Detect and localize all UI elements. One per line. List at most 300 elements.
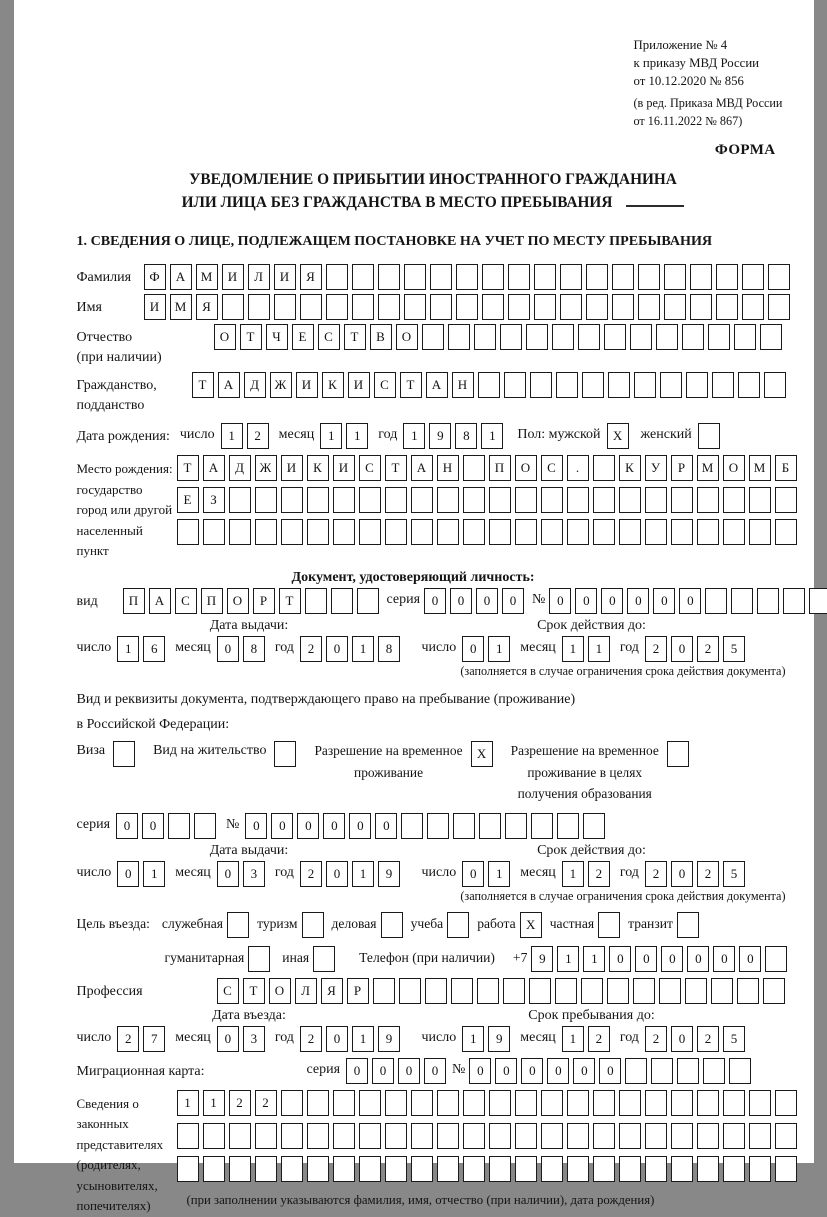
form-cell: 2 <box>300 636 322 662</box>
purpose-business-label: служебная <box>161 915 224 931</box>
form-cell: 2 <box>645 1026 667 1052</box>
form-cell <box>203 1123 225 1149</box>
text-line: (в ред. Приказа МВД России <box>633 96 783 111</box>
purpose-private-label: частная <box>549 915 595 931</box>
year-label: год <box>619 864 639 880</box>
form-cell: 1 <box>403 423 425 449</box>
form-cell <box>203 1156 225 1182</box>
form-cell <box>775 487 797 513</box>
form-cell <box>307 1090 329 1116</box>
form-cell: 0 <box>549 588 571 614</box>
representatives-rows <box>177 1090 797 1208</box>
purpose-study-label: учеба <box>410 915 444 931</box>
form-cell <box>567 519 589 545</box>
patronymic-cells <box>214 324 782 350</box>
temp-residence-label <box>314 740 462 783</box>
form-cell <box>656 324 678 350</box>
form-cell: 0 <box>661 946 683 972</box>
form-cell <box>385 1123 407 1149</box>
form-cell <box>248 294 270 320</box>
form-cell <box>333 1156 355 1182</box>
form-cell <box>608 372 630 398</box>
form-cell <box>333 1123 355 1149</box>
form-cell <box>598 912 620 938</box>
birth-place-row3-cells <box>177 519 797 545</box>
form-cell: Т <box>279 588 301 614</box>
series-label: серия <box>76 816 111 832</box>
form-cell: 0 <box>375 813 397 839</box>
text-line: попечителях) <box>76 1198 151 1214</box>
form-cell: 0 <box>326 1026 348 1052</box>
form-cell: П <box>123 588 145 614</box>
form-cell <box>489 1123 511 1149</box>
text-line: получения образования <box>517 786 652 802</box>
representatives-row3-cells <box>177 1156 797 1182</box>
form-cell: П <box>489 455 511 481</box>
identity-doc-dates-headers <box>77 618 790 634</box>
form-cell: 5 <box>723 636 745 662</box>
form-cell <box>489 1156 511 1182</box>
form-cell <box>612 294 634 320</box>
form-cell: Я <box>196 294 218 320</box>
form-cell: О <box>214 324 236 350</box>
form-cell: В <box>370 324 392 350</box>
birth-place-label <box>77 455 177 562</box>
form-cell <box>437 519 459 545</box>
purpose-transit-label: транзит <box>628 915 673 931</box>
form-cell: О <box>723 455 745 481</box>
sex-male-label: Пол: мужской <box>517 427 601 442</box>
form-cell <box>489 487 511 513</box>
birth-place-block <box>77 455 790 562</box>
form-cell <box>731 588 753 614</box>
surname-cells <box>144 264 790 290</box>
form-cell <box>664 294 686 320</box>
residence-doc-line2: в Российской Федерации: <box>76 717 230 733</box>
form-cell: 0 <box>671 861 693 887</box>
form-cell: 0 <box>671 636 693 662</box>
form-cell <box>768 264 790 290</box>
form-cell: 0 <box>575 588 597 614</box>
text-line: государство <box>76 481 143 497</box>
form-cell <box>619 1123 641 1149</box>
doc-kind-cells <box>123 588 379 614</box>
section1-heading: 1. СВЕДЕНИЯ О ЛИЦЕ, ПОДЛЕЖАЩЕМ ПОСТАНОВКЕ НА УЧЕТ ПО МЕСТУ ПРЕБЫВАНИЯ <box>76 233 713 249</box>
form-cell: 8 <box>378 636 400 662</box>
day-label: число <box>421 864 457 880</box>
form-cell: 1 <box>562 636 584 662</box>
form-cell <box>359 1156 381 1182</box>
form-cell <box>612 264 634 290</box>
form-cell <box>705 588 727 614</box>
form-cell <box>685 978 707 1004</box>
form-cell: Т <box>385 455 407 481</box>
form-cell <box>411 1123 433 1149</box>
form-cell <box>504 372 526 398</box>
form-cell: 1 <box>557 946 579 972</box>
purpose-commercial-checkbox <box>381 912 403 938</box>
month-label: месяц <box>175 1029 211 1045</box>
form-cell <box>582 372 604 398</box>
form-cell <box>463 455 485 481</box>
form-cell <box>357 588 379 614</box>
form-cell: 2 <box>697 1026 719 1052</box>
form-cell <box>526 324 548 350</box>
stay-day-cells <box>462 1026 510 1052</box>
form-cell <box>567 1090 589 1116</box>
doc-series-label: серия <box>386 591 421 607</box>
form-cell <box>437 1123 459 1149</box>
title-blank-underline <box>626 204 684 207</box>
form-cell: Р <box>671 455 693 481</box>
form-cell: 0 <box>521 1058 543 1084</box>
form-cell: 1 <box>177 1090 199 1116</box>
text-line: Разрешение на временное <box>314 743 463 759</box>
form-cell <box>194 813 216 839</box>
day-label: число <box>421 639 457 655</box>
text-line: Сведения о <box>76 1095 139 1111</box>
text-line: Гражданство, <box>76 378 157 393</box>
form-cell: 0 <box>653 588 675 614</box>
form-cell <box>411 1090 433 1116</box>
form-cell <box>578 324 600 350</box>
form-cell: X <box>607 423 629 449</box>
year-label: год <box>619 1029 639 1045</box>
form-cell: А <box>426 372 448 398</box>
form-cell <box>677 912 699 938</box>
id-issue-year-cells <box>300 636 400 662</box>
form-cell <box>503 978 525 1004</box>
form-cell <box>255 487 277 513</box>
form-cell <box>222 294 244 320</box>
form-cell: 1 <box>562 861 584 887</box>
identity-doc-row <box>77 588 790 614</box>
form-cell <box>489 519 511 545</box>
form-cell: X <box>520 912 542 938</box>
form-cell: Ф <box>144 264 166 290</box>
patronymic-label <box>77 324 214 368</box>
form-cell <box>645 1090 667 1116</box>
form-cell <box>411 1156 433 1182</box>
form-cell: 2 <box>229 1090 251 1116</box>
form-cell <box>463 487 485 513</box>
form-cell <box>671 519 693 545</box>
form-cell: Е <box>177 487 199 513</box>
form-cell <box>737 978 759 1004</box>
form-cell: 0 <box>349 813 371 839</box>
form-cell <box>541 519 563 545</box>
residence-permit-checkbox <box>274 741 296 767</box>
birth-date-label: Дата рождения: <box>76 429 170 444</box>
form-cell <box>555 978 577 1004</box>
form-cell: 2 <box>247 423 269 449</box>
form-cell: И <box>281 455 303 481</box>
form-cell <box>508 264 530 290</box>
form-cell <box>447 912 469 938</box>
form-cell <box>326 294 348 320</box>
form-cell <box>378 264 400 290</box>
form-cell: 1 <box>352 1026 374 1052</box>
form-cell: 2 <box>697 636 719 662</box>
form-cell <box>448 324 470 350</box>
form-cell <box>333 1090 355 1116</box>
form-cell: 8 <box>243 636 265 662</box>
edition-lines <box>634 95 790 130</box>
form-cell: 0 <box>713 946 735 972</box>
form-cell <box>541 487 563 513</box>
form-cell: 1 <box>221 423 243 449</box>
residence-doc-dates-headers <box>77 843 790 859</box>
form-cell <box>168 813 190 839</box>
birth-place-row1-cells <box>177 455 797 481</box>
form-cell <box>738 372 760 398</box>
form-cell <box>515 1123 537 1149</box>
form-cell: И <box>222 264 244 290</box>
form-cell: 8 <box>455 423 477 449</box>
form-cell: X <box>471 741 493 767</box>
form-cell: Ж <box>255 455 277 481</box>
form-cell <box>474 324 496 350</box>
form-cell: 1 <box>588 636 610 662</box>
form-cell: 0 <box>671 1026 693 1052</box>
year-label: год <box>378 427 398 442</box>
profession-label: Профессия <box>76 983 143 999</box>
form-cell <box>671 1090 693 1116</box>
form-cell: М <box>196 264 218 290</box>
temp-residence-checkbox <box>471 741 493 767</box>
patronymic-label-note: (при наличии) <box>76 350 162 365</box>
form-cell: 1 <box>583 946 605 972</box>
form-cell: С <box>175 588 197 614</box>
form-cell: З <box>203 487 225 513</box>
form-cell: О <box>269 978 291 1004</box>
form-cell <box>359 1123 381 1149</box>
surname-row <box>77 264 790 290</box>
text-line: законных <box>76 1116 129 1132</box>
form-cell <box>690 294 712 320</box>
identity-doc-dates <box>77 618 790 679</box>
form-cell <box>541 1090 563 1116</box>
form-cell: М <box>749 455 771 481</box>
form-cell: 2 <box>645 636 667 662</box>
form-cell <box>505 813 527 839</box>
representatives-label <box>77 1090 177 1217</box>
form-cell <box>723 1156 745 1182</box>
form-cell <box>809 588 827 614</box>
text-line: Приложение № 4 <box>633 38 728 52</box>
form-cell <box>378 294 400 320</box>
form-cell <box>581 978 603 1004</box>
purpose-tourism-label: туризм <box>257 915 298 931</box>
citizenship-label <box>77 372 192 416</box>
month-label: месяц <box>520 864 556 880</box>
month-label: месяц <box>175 864 211 880</box>
form-cell <box>742 264 764 290</box>
form-cell <box>619 487 641 513</box>
form-cell <box>515 519 537 545</box>
form-cell <box>451 978 473 1004</box>
form-cell: 2 <box>300 861 322 887</box>
form-cell <box>749 519 771 545</box>
form-cell <box>437 1090 459 1116</box>
form-cell <box>712 372 734 398</box>
form-cell <box>671 487 693 513</box>
entry-purpose-label: Цель въезда: <box>76 915 150 931</box>
form-label: ФОРМА <box>714 142 776 159</box>
form-cell: 5 <box>723 1026 745 1052</box>
form-cell: 2 <box>117 1026 139 1052</box>
form-cell: Н <box>452 372 474 398</box>
id-issue-date-group <box>77 636 422 662</box>
form-cell: 0 <box>627 588 649 614</box>
form-cell <box>281 519 303 545</box>
form-cell: Л <box>248 264 270 290</box>
profession-row <box>77 978 790 1004</box>
form-cell: 0 <box>547 1058 569 1084</box>
form-cell <box>352 264 374 290</box>
form-cell <box>313 946 335 972</box>
form-cell: . <box>567 455 589 481</box>
form-cell: 0 <box>424 1058 446 1084</box>
form-cell <box>404 264 426 290</box>
form-cell <box>203 519 225 545</box>
form-cell <box>567 1156 589 1182</box>
form-cell: 0 <box>217 636 239 662</box>
form-cell <box>300 294 322 320</box>
patronymic-label-main: Отчество <box>76 330 133 345</box>
form-cell <box>630 324 652 350</box>
res-valid-date-group <box>422 861 745 887</box>
form-title-line1: УВЕДОМЛЕНИЕ О ПРИБЫТИИ ИНОСТРАННОГО ГРАЖДАНИНА <box>189 171 677 189</box>
res-issue-month-cells <box>217 861 265 887</box>
form-cell: Т <box>177 455 199 481</box>
form-cell: 1 <box>352 636 374 662</box>
form-cell <box>281 487 303 513</box>
form-cell <box>456 294 478 320</box>
birth-day-cells <box>221 423 269 449</box>
form-cell <box>625 1058 647 1084</box>
form-cell <box>307 1123 329 1149</box>
number-sign: № <box>226 816 240 832</box>
res-valid-month-cells <box>562 861 610 887</box>
form-cell <box>645 1156 667 1182</box>
purpose-humanitarian-checkbox <box>248 946 270 972</box>
form-cell <box>177 519 199 545</box>
form-cell <box>456 264 478 290</box>
given-name-row <box>77 294 790 320</box>
form-cell <box>775 1090 797 1116</box>
form-cell <box>634 372 656 398</box>
form-cell <box>541 1156 563 1182</box>
stay-year-cells <box>645 1026 745 1052</box>
year-label: год <box>274 864 294 880</box>
sex-female-label: женский <box>640 427 692 442</box>
text-line: Место рождения: <box>76 461 173 476</box>
citizenship-row <box>77 372 790 416</box>
form-cell <box>534 264 556 290</box>
form-cell <box>593 1123 615 1149</box>
id-valid-month-cells <box>562 636 610 662</box>
form-cell: Ч <box>266 324 288 350</box>
given-name-cells <box>144 294 790 320</box>
profession-cells <box>217 978 785 1004</box>
form-cell <box>229 519 251 545</box>
form-cell: П <box>201 588 223 614</box>
form-cell: 3 <box>243 861 265 887</box>
form-cell <box>764 372 786 398</box>
form-cell <box>482 264 504 290</box>
form-cell <box>305 588 327 614</box>
form-cell: Т <box>192 372 214 398</box>
form-cell <box>560 294 582 320</box>
form-cell: С <box>217 978 239 1004</box>
form-cell <box>381 912 403 938</box>
form-cell <box>638 264 660 290</box>
representatives-block <box>77 1090 790 1217</box>
residence-doc-paragraph <box>77 687 790 739</box>
form-cell <box>385 519 407 545</box>
valid-until-note: (заполняется в случае ограничения срока действия документа) <box>460 888 786 903</box>
form-cell: К <box>322 372 344 398</box>
form-cell: 2 <box>697 861 719 887</box>
purpose-work-checkbox <box>520 912 542 938</box>
form-cell: 0 <box>573 1058 595 1084</box>
form-title <box>77 169 790 215</box>
day-label: число <box>76 639 112 655</box>
form-cell <box>255 1156 277 1182</box>
form-cell: 2 <box>588 1026 610 1052</box>
form-cell <box>248 946 270 972</box>
year-label: год <box>274 1029 294 1045</box>
form-cell <box>113 741 135 767</box>
form-cell <box>463 1090 485 1116</box>
form-cell <box>783 588 805 614</box>
form-cell <box>515 1156 537 1182</box>
form-cell <box>281 1123 303 1149</box>
patronymic-row <box>77 324 790 368</box>
form-cell: Е <box>292 324 314 350</box>
form-cell: Н <box>437 455 459 481</box>
migration-card-row <box>77 1058 790 1084</box>
form-cell: 9 <box>378 1026 400 1052</box>
form-cell: 0 <box>323 813 345 839</box>
form-cell <box>508 294 530 320</box>
migration-number-cells <box>469 1058 751 1084</box>
form-cell: 0 <box>217 861 239 887</box>
form-cell: К <box>307 455 329 481</box>
form-cell <box>307 1156 329 1182</box>
form-cell: 0 <box>245 813 267 839</box>
form-cell: 0 <box>687 946 709 972</box>
representatives-note: (при заполнении указываются фамилия, имя, отчество (при наличии), дата рождения) <box>186 1192 655 1207</box>
form-cell: И <box>348 372 370 398</box>
form-cell <box>463 1123 485 1149</box>
form-cell <box>531 813 553 839</box>
id-valid-day-cells <box>462 636 510 662</box>
form-cell <box>411 487 433 513</box>
form-cell: Я <box>321 978 343 1004</box>
form-cell <box>708 324 730 350</box>
purpose-other-checkbox <box>313 946 335 972</box>
birth-place-rows <box>177 455 797 545</box>
form-cell <box>399 978 421 1004</box>
form-cell: 9 <box>378 861 400 887</box>
birth-date-row <box>77 423 790 449</box>
form-cell <box>645 519 667 545</box>
migration-series-cells <box>346 1058 446 1084</box>
form-cell <box>690 264 712 290</box>
form-cell <box>385 487 407 513</box>
